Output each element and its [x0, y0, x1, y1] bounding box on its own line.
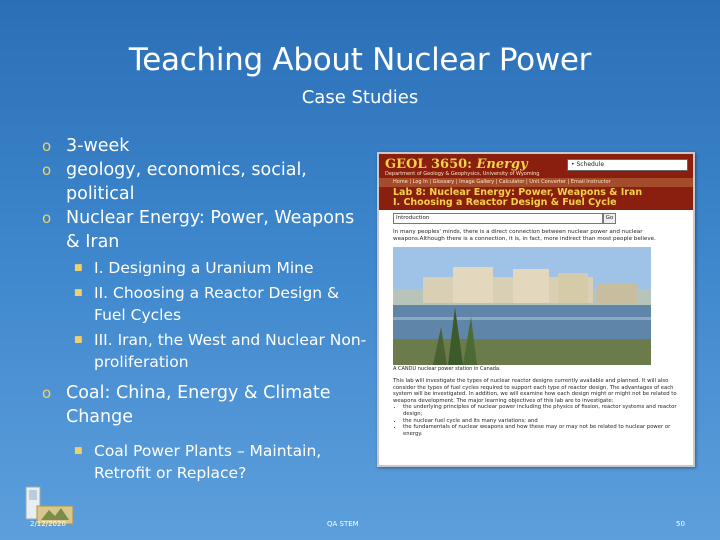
lab-title-line2: I. Choosing a Reactor Design & Fuel Cycle — [393, 197, 617, 208]
objective-item: • the nuclear fuel cycle and its many variations; and — [403, 418, 687, 425]
sub-bullet-item — [42, 282, 372, 326]
bullet-text: 3-week — [66, 136, 130, 156]
course-title — [385, 157, 528, 172]
sub-bullet-text: III. Iran, the West and Nuclear Non-proliferation — [94, 331, 367, 371]
go-button[interactable]: Go — [603, 213, 616, 224]
sub-bullet-marker: ■ — [74, 263, 83, 273]
bullet-item — [42, 206, 372, 254]
schedule-select[interactable]: • Schedule — [567, 159, 688, 171]
objective-item: • the fundamentals of nuclear weapons and how these may or may not be related to nuclear power or energy. — [403, 424, 687, 437]
bullet-marker: o — [42, 161, 52, 179]
footer-label: QA STEM — [327, 520, 359, 528]
sub-bullet-text: II. Choosing a Reactor Design & Fuel Cycles — [94, 284, 340, 324]
bullet-text: Nuclear Energy: Power, Weapons & Iran — [66, 208, 355, 252]
sub-bullet-item — [42, 257, 372, 279]
bullet-marker: o — [42, 137, 52, 155]
bullet-marker: o — [42, 384, 52, 402]
page-number: 50 — [676, 520, 685, 528]
objective-item: • the underlying principles of nuclear power including the physics of fission, reactor systems and reactor design; — [403, 404, 687, 417]
section-select-row — [379, 210, 693, 225]
slide-title: Teaching About Nuclear Power — [128, 42, 592, 78]
department-name: Department of Geology & Geophysics, University of Wyoming — [385, 171, 540, 177]
bullet-marker: o — [42, 209, 52, 227]
site-nav[interactable]: Home | Log In | Glossary | Image Gallery | Calculator | Unit Converter | Email Instructor — [379, 178, 693, 187]
footer-date: 2/12/2020 — [30, 520, 66, 528]
course-name: Energy — [476, 157, 528, 172]
sub-bullet-marker: ■ — [74, 288, 83, 298]
objectives-paragraph — [379, 372, 693, 437]
section-select[interactable]: Introduction — [393, 213, 603, 224]
intro-paragraph: In many peoples' minds, there is a direct connection between nuclear power and nuclear weapons.Although there is a connection, it is, in fact, more indirect than most people believe. — [393, 229, 656, 242]
slide-subtitle: Case Studies — [301, 87, 419, 108]
lab-title — [379, 187, 693, 210]
bullet-list — [42, 134, 372, 484]
sub-bullet-text: Coal Power Plants – Maintain, Retrofit or Replace? — [94, 442, 322, 482]
sub-bullet-marker: ■ — [74, 335, 83, 345]
course-website-screenshot — [377, 152, 695, 467]
bullet-item — [42, 381, 372, 429]
bullet-item — [42, 158, 372, 206]
bullet-text: geology, economics, social, political — [66, 160, 307, 204]
objectives-intro: This lab will investigate the types of nuclear reactor designs currently available and planned. It will also consider the types of fuel cycles required to support each type of reactor design. The advantages of each system will be investigated. In addition, we will examine how each design might or might not be related to weapons development. The major learning objectives of this lab are to investigate: — [393, 378, 677, 404]
photo-caption: A CANDU nuclear power station in Canada. — [393, 366, 501, 372]
course-code: GEOL 3650: — [385, 157, 472, 172]
power-station-photo — [393, 247, 651, 365]
bullet-text: Coal: China, Energy & Climate Change — [66, 383, 331, 427]
objectives-list — [393, 404, 687, 437]
site-header — [379, 154, 693, 178]
sub-bullet-item — [42, 440, 372, 484]
sub-bullet-marker: ■ — [74, 446, 83, 456]
bullet-item — [42, 134, 372, 158]
sub-bullet-text: I. Designing a Uranium Mine — [94, 259, 314, 277]
lab-title-line1: Lab 8: Nuclear Energy: Power, Weapons & Iran — [393, 187, 643, 198]
sub-bullet-item — [42, 329, 372, 373]
